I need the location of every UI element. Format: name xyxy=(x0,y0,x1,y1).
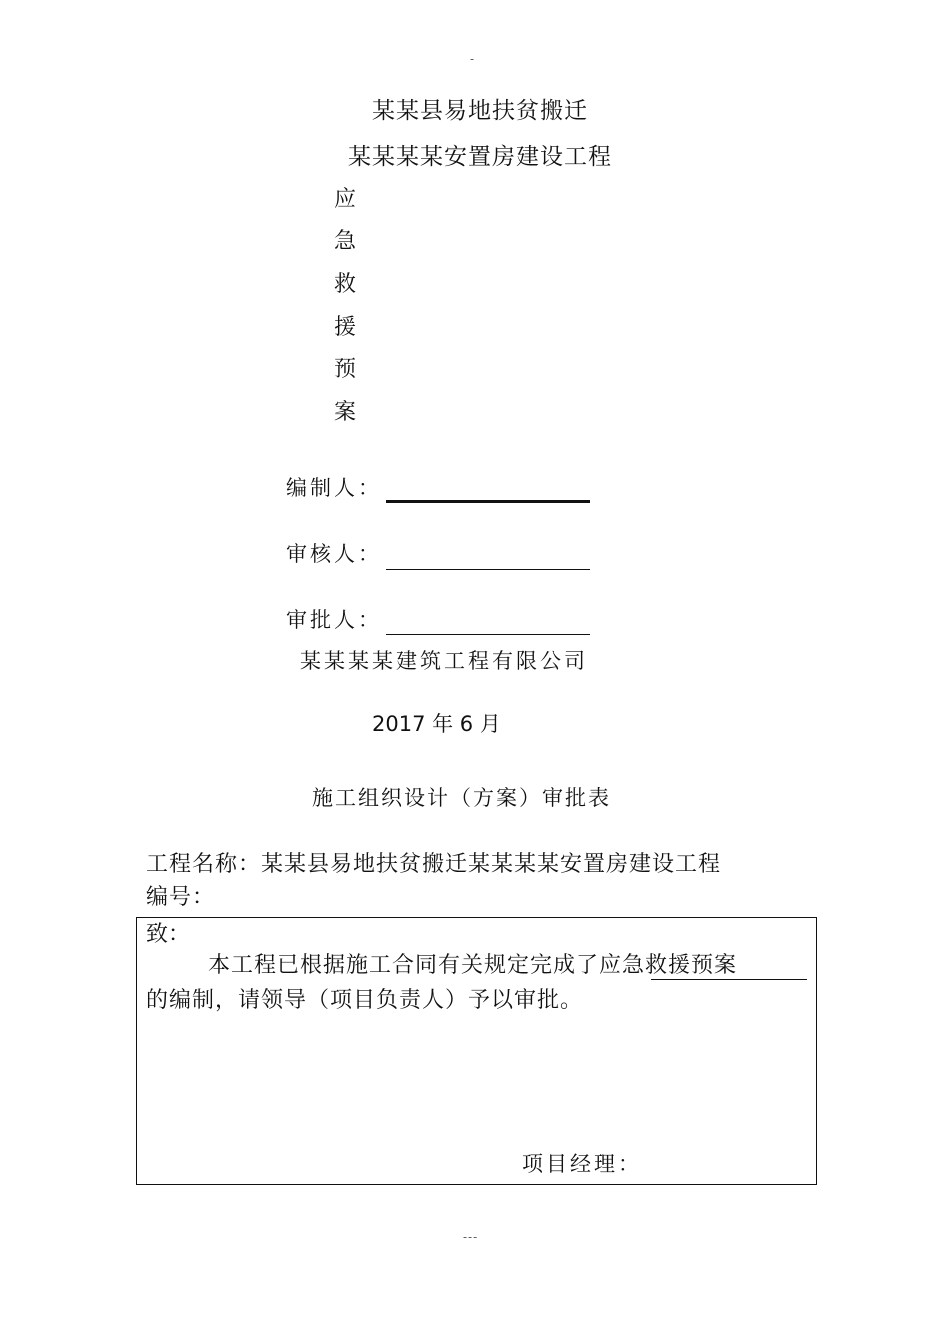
cover-date: 2017 年 6 月 xyxy=(372,712,501,736)
page-header-mark: - xyxy=(470,52,475,66)
addressee-label: 致： xyxy=(146,922,191,947)
reviewer-signature-line[interactable] xyxy=(386,569,590,570)
vertical-title-char: 急 xyxy=(334,229,357,254)
approval-body-prefix: 本工程已根据施工合同有关规定完成了 xyxy=(208,953,600,978)
company-name: 某某某某建筑工程有限公司 xyxy=(300,649,588,673)
vertical-title-char: 案 xyxy=(334,400,357,425)
vertical-title-char: 援 xyxy=(334,315,357,340)
cover-title-line1: 某某县易地扶贫搬迁 xyxy=(372,98,588,124)
approval-body-line1 xyxy=(208,948,737,979)
vertical-title-char: 预 xyxy=(334,357,357,382)
project-manager-label: 项目经理： xyxy=(522,1152,642,1176)
number-field-label: 编号： xyxy=(146,885,216,910)
vertical-title-char: 救 xyxy=(334,272,357,297)
approval-body-line2: 的编制，请领导（项目负责人）予以审批。 xyxy=(146,988,584,1013)
approval-form-title: 施工组织设计（方案）审批表 xyxy=(312,786,611,810)
approver-label: 审批人： xyxy=(286,608,382,632)
approver-signature-line[interactable] xyxy=(386,634,590,635)
plan-name-fill: 应急救援预案 xyxy=(599,953,738,978)
reviewer-label: 审核人： xyxy=(286,542,382,566)
vertical-title-char: 应 xyxy=(334,187,357,212)
page-footer-mark: --- xyxy=(463,1230,479,1244)
compiler-label: 编制人： xyxy=(286,476,382,500)
cover-title-line2: 某某某某安置房建设工程 xyxy=(348,144,612,170)
project-name-field: 工程名称：某某县易地扶贫搬迁某某某某安置房建设工程 xyxy=(146,852,722,877)
compiler-signature-line[interactable] xyxy=(386,500,590,503)
plan-name-underline xyxy=(651,979,807,980)
